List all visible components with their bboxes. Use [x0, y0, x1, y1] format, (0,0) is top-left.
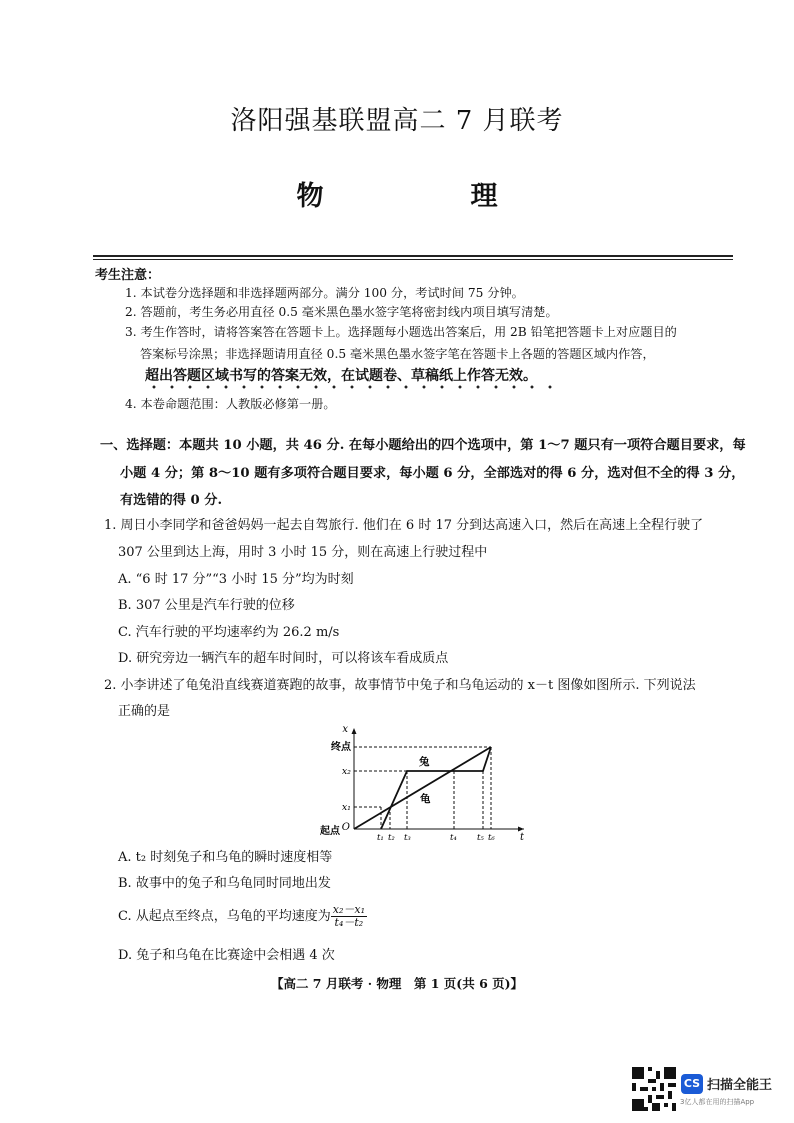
t-axis-arrow	[518, 827, 524, 832]
xt-graph	[316, 722, 532, 842]
subject-title: 物 理	[296, 181, 558, 212]
t4-label: t₄	[450, 833, 457, 842]
divider-thin	[93, 259, 733, 260]
origin-label: O	[341, 822, 350, 833]
section-header-line3: 有选错的得 0 分.	[120, 493, 223, 508]
notice-emphasis: 超出答题区域书写的答案无效，在试题卷、草稿纸上作答无效。	[145, 368, 537, 384]
q2-stem-line1: 2. 小李讲述了龟兔沿直线赛道赛跑的故事，故事情节中兔子和乌龟运动的 x－t 图像如图所示. 下列说法	[104, 678, 696, 693]
q2-stem-line2: 正确的是	[118, 704, 171, 719]
q2-option-c-prefix: C. 从起点至终点，乌龟的平均速度为	[118, 909, 331, 924]
x2-label: x₂	[341, 766, 351, 777]
q1-option-b: B. 307 公里是汽车行驶的位移	[118, 598, 295, 613]
rabbit-line	[381, 747, 491, 829]
start-label: 起点	[320, 826, 340, 837]
section-header-line1: 一、选择题：本题共 10 小题，共 46 分. 在每小题给出的四个选项中，第 1～7 题只有一项符合题目要求，每	[100, 438, 746, 453]
q2-option-a: A. t₂ 时刻兔子和乌龟的瞬时速度相等	[118, 850, 333, 865]
average-velocity-fraction	[331, 904, 367, 929]
q1-option-a: A. “6 时 17 分”“3 小时 15 分”均为时刻	[118, 572, 354, 587]
q1-stem-line2: 307 公里到达上海，用时 3 小时 15 分，则在高速上行驶过程中	[118, 545, 488, 560]
notice-item-3: 3. 考生作答时，请将答案答在答题卡上。选择题每小题选出答案后，用 2B 铅笔把答题卡上对应题目的	[125, 325, 677, 339]
notice-title: 考生注意：	[95, 268, 161, 283]
notice-item-3-cont: 答案标号涂黑；非选择题请用直径 0.5 毫米黑色墨水签字笔在答题卡上各题的答题区域内作答，	[140, 347, 655, 361]
emphasis-dots	[145, 385, 565, 389]
divider-thick	[93, 255, 733, 257]
q2-option-d: D. 兔子和乌龟在比赛途中会相遇 4 次	[118, 948, 335, 963]
t6-label: t₆	[488, 833, 495, 842]
fraction-numerator: x₂－x₁	[332, 903, 365, 916]
notice-item-2: 2. 答题前，考生务必用直径 0.5 毫米黑色墨水签字笔将密封线内项目填写清楚。	[125, 305, 558, 319]
t2-label: t₂	[388, 833, 395, 842]
qr-code-icon	[632, 1067, 676, 1111]
x-axis-arrow	[352, 728, 357, 734]
rabbit-label: 兔	[419, 756, 430, 768]
turtle-label: 龟	[420, 793, 431, 805]
q1-stem-line1: 1. 周日小李同学和爸爸妈妈一起去自驾旅行. 他们在 6 时 17 分到达高速入口，然后在高速上全程行驶了	[104, 518, 704, 533]
q2-option-c	[118, 904, 367, 929]
fraction-denominator: t₄－t₂	[334, 916, 364, 929]
q2-option-b: B. 故事中的兔子和乌龟同时同地出发	[118, 876, 331, 891]
notice-item-1: 1. 本试卷分选择题和非选择题两部分。满分 100 分，考试时间 75 分钟。	[125, 286, 524, 300]
x1-label: x₁	[341, 802, 351, 813]
scanner-tagline: 3亿人都在用的扫描App	[680, 1098, 755, 1106]
finish-label: 终点	[331, 742, 351, 753]
camscanner-logo-icon: CS	[681, 1074, 703, 1094]
y-axis-label: x	[342, 724, 348, 735]
q1-option-c: C. 汽车行驶的平均速率约为 26.2 m/s	[118, 625, 340, 640]
q1-option-d: D. 研究旁边一辆汽车的超车时间时，可以将该车看成质点	[118, 651, 449, 666]
t1-label: t₁	[377, 833, 384, 842]
t3-label: t₃	[404, 833, 411, 842]
exam-title: 洛阳强基联盟高二 7 月联考	[230, 106, 564, 136]
t5-label: t₅	[477, 833, 484, 842]
section-header-line2: 小题 4 分；第 8～10 题有多项符合题目要求，每小题 6 分，全部选对的得 6 分，选对但不全的得 3 分，	[120, 466, 745, 481]
notice-item-4: 4. 本卷命题范围：人教版必修第一册。	[125, 397, 336, 411]
x-axis-label: t	[520, 832, 525, 842]
page-footer: 【高二 7 月联考 · 物理 第 1 页(共 6 页)】	[270, 976, 524, 991]
scanner-app-name: 扫描全能王	[707, 1078, 773, 1093]
